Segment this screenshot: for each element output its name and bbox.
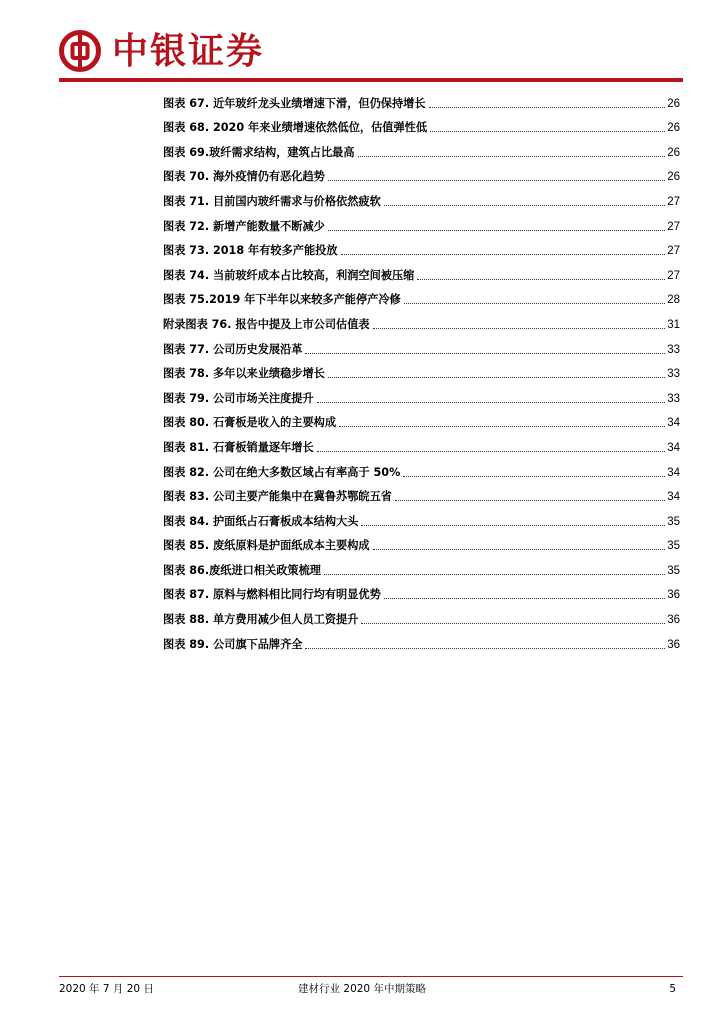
footer-divider: [59, 976, 683, 977]
toc-item-page: 35: [667, 564, 680, 577]
toc-item-title: 图表 87. 原料与燃料相比同行均有明显优势: [163, 588, 381, 602]
toc-item-title: 图表 67. 近年玻纤龙头业绩增速下滑，但仍保持增长: [163, 96, 426, 110]
toc-leader-dots: [403, 476, 665, 477]
toc-item-page: 33: [667, 392, 680, 405]
toc-item-page: 26: [667, 122, 680, 135]
toc-leader-dots: [328, 377, 665, 378]
toc-item-page: 34: [667, 441, 680, 454]
toc-item-page: 26: [667, 146, 680, 159]
toc-item-title: 图表 83. 公司主要产能集中在冀鲁苏鄂皖五省: [163, 490, 392, 504]
toc-item-title: 图表 73. 2018 年有较多产能投放: [163, 244, 338, 258]
toc-item[interactable]: [163, 160, 680, 185]
toc-item-title: 图表 74. 当前玻纤成本占比较高，利润空间被压缩: [163, 268, 415, 282]
toc-item-page: 35: [667, 540, 680, 553]
toc-item[interactable]: [163, 381, 680, 406]
toc-leader-dots: [339, 426, 665, 427]
toc-leader-dots: [384, 205, 665, 206]
toc-item-page: 34: [667, 491, 680, 504]
page-header: [58, 26, 264, 76]
toc-item-title: 图表 81. 石膏板销量逐年增长: [163, 440, 314, 454]
toc-leader-dots: [317, 402, 666, 403]
toc-item-page: 34: [667, 417, 680, 430]
toc-item[interactable]: [163, 234, 680, 259]
toc-item-page: 36: [667, 589, 680, 602]
toc-item[interactable]: [163, 553, 680, 578]
toc-item-title: 图表 86.废纸进口相关政策梳理: [163, 563, 321, 577]
toc-leader-dots: [361, 623, 665, 624]
brand-name: 中银证券: [112, 30, 265, 72]
toc-item-page: 26: [667, 171, 680, 184]
toc-item-title: 图表 68. 2020 年来业绩增速依然低位，估值弹性低: [163, 121, 428, 135]
toc-item-page: 33: [667, 343, 680, 356]
report-date: 2020 年 7 月 20 日: [59, 983, 154, 995]
toc-item-title: 图表 71. 目前国内玻纤需求与价格依然疲软: [163, 194, 381, 208]
page-number: 5: [669, 983, 676, 995]
toc-leader-dots: [429, 107, 666, 108]
figure-list: [163, 86, 680, 652]
toc-item[interactable]: [163, 529, 680, 554]
toc-item-page: 31: [667, 318, 680, 331]
toc-leader-dots: [305, 648, 665, 649]
toc-item[interactable]: [163, 627, 680, 652]
toc-leader-dots: [404, 303, 665, 304]
toc-item-page: 27: [667, 245, 680, 258]
toc-item-page: 27: [667, 195, 680, 208]
toc-item-page: 36: [667, 638, 680, 651]
toc-item-page: 35: [667, 515, 680, 528]
toc-item-title: 图表 72. 新增产能数量不断减少: [163, 219, 325, 233]
toc-item-page: 33: [667, 368, 680, 381]
toc-item-title: 图表 85. 废纸原料是护面纸成本主要构成: [163, 539, 370, 553]
toc-item[interactable]: [163, 602, 680, 627]
toc-leader-dots: [305, 353, 665, 354]
toc-item[interactable]: [163, 86, 680, 111]
toc-leader-dots: [373, 549, 666, 550]
toc-item-title: 图表 88. 单方费用减少但人员工资提升: [163, 613, 359, 627]
toc-item-title: 图表 75.2019 年下半年以来较多产能停产冷修: [163, 293, 401, 307]
toc-leader-dots: [395, 500, 665, 501]
toc-item[interactable]: [163, 480, 680, 505]
toc-leader-dots: [341, 254, 666, 255]
toc-item[interactable]: [163, 504, 680, 529]
header-divider: [59, 78, 683, 82]
toc-item-title: 图表 82. 公司在绝大多数区域占有率高于 50%: [163, 465, 401, 479]
toc-item-title: 附录图表 76. 报告中提及上市公司估值表: [163, 317, 370, 331]
toc-item[interactable]: [163, 209, 680, 234]
toc-item-title: 图表 69.玻纤需求结构，建筑占比最高: [163, 145, 355, 159]
toc-item[interactable]: [163, 430, 680, 455]
toc-item-title: 图表 78. 多年以来业绩稳步增长: [163, 367, 325, 381]
toc-item-page: 34: [667, 466, 680, 479]
toc-item-page: 27: [667, 269, 680, 282]
toc-leader-dots: [328, 230, 665, 231]
toc-item-title: 图表 77. 公司历史发展沿革: [163, 342, 303, 356]
toc-leader-dots: [430, 131, 665, 132]
toc-leader-dots: [317, 451, 666, 452]
toc-leader-dots: [361, 525, 665, 526]
toc-leader-dots: [358, 156, 666, 157]
toc-item[interactable]: [163, 111, 680, 136]
toc-item[interactable]: [163, 455, 680, 480]
toc-item[interactable]: [163, 578, 680, 603]
toc-item-title: 图表 70. 海外疫情仍有恶化趋势: [163, 170, 325, 184]
toc-item[interactable]: [163, 135, 680, 160]
toc-leader-dots: [373, 328, 666, 329]
toc-item[interactable]: [163, 184, 680, 209]
toc-leader-dots: [324, 574, 665, 575]
report-title: 建材行业 2020 年中期策略: [298, 983, 426, 995]
toc-item-title: 图表 80. 石膏板是收入的主要构成: [163, 416, 337, 430]
toc-item-page: 36: [667, 614, 680, 627]
toc-leader-dots: [328, 180, 665, 181]
toc-item[interactable]: [163, 307, 680, 332]
toc-item-page: 26: [667, 97, 680, 110]
toc-item-title: 图表 79. 公司市场关注度提升: [163, 391, 314, 405]
toc-item-title: 图表 89. 公司旗下品牌齐全: [163, 637, 303, 651]
toc-leader-dots: [384, 598, 665, 599]
toc-item[interactable]: [163, 332, 680, 357]
toc-item[interactable]: [163, 283, 680, 308]
toc-item-page: 27: [667, 220, 680, 233]
toc-item-page: 28: [667, 294, 680, 307]
bank-of-china-logo-icon: [58, 29, 102, 73]
toc-item-title: 图表 84. 护面纸占石膏板成本结构大头: [163, 514, 359, 528]
toc-item[interactable]: [163, 258, 680, 283]
toc-leader-dots: [417, 279, 665, 280]
toc-item[interactable]: [163, 406, 680, 431]
toc-item[interactable]: [163, 357, 680, 382]
